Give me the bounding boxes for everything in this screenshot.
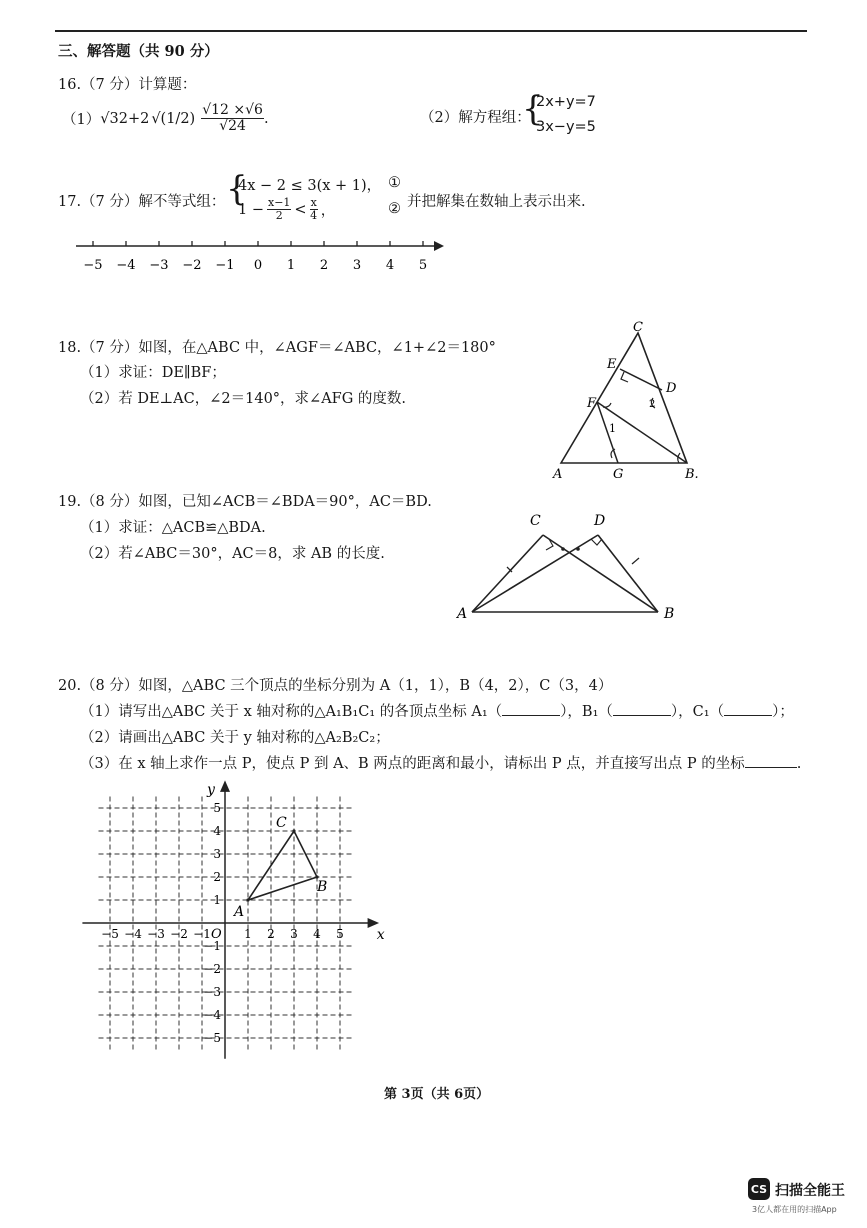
q16-eq1: 2x+y=7 bbox=[536, 94, 596, 110]
q18-label-1: 1 bbox=[609, 422, 616, 435]
coordinate-grid bbox=[70, 780, 385, 1070]
q20-p1-a: （1）请写出△ABC 关于 x 轴对称的△A₁B₁C₁ 的各顶点坐标 A₁（ bbox=[80, 704, 503, 720]
x-tick-label: 5 bbox=[336, 927, 344, 941]
y-tick-label: −4 bbox=[203, 1008, 221, 1022]
q18-triangle-abc bbox=[561, 333, 687, 463]
q16-head: 16.（7 分）计算题： bbox=[58, 77, 197, 93]
x-tick-label: −5 bbox=[101, 927, 119, 941]
number-line-arrow bbox=[434, 241, 444, 251]
q16-p1-denominator: √24 bbox=[219, 118, 246, 135]
y-tick-label: −2 bbox=[203, 962, 221, 976]
q16-part1 bbox=[62, 103, 269, 135]
y-tick-label: −1 bbox=[203, 939, 221, 953]
q19-right-angle-d bbox=[591, 539, 602, 545]
q18-right-angle-mark bbox=[621, 372, 628, 382]
q20-blank-c1[interactable] bbox=[724, 703, 772, 716]
q20-p3 bbox=[80, 752, 801, 773]
y-tick-label: 2 bbox=[213, 870, 221, 884]
number-line-label: −1 bbox=[215, 258, 235, 273]
q19-segment-db bbox=[598, 535, 658, 612]
q18-head: 18.（7 分）如图，在△ABC 中，∠AGF＝∠ABC，∠1+∠2＝180° bbox=[58, 340, 496, 356]
q18-label-d: D bbox=[666, 381, 677, 396]
origin-label: O bbox=[211, 927, 222, 942]
q19-segment-cb bbox=[543, 535, 658, 612]
q19-dot-left bbox=[561, 547, 565, 551]
q18-p1: （1）求证：DE∥BF； bbox=[80, 365, 226, 381]
number-line-label: −4 bbox=[116, 258, 136, 273]
x-tick-label: −1 bbox=[193, 927, 211, 941]
number-line-label: −3 bbox=[149, 258, 169, 273]
q16-p1-sqrt32: √32 bbox=[100, 110, 128, 127]
y-tick-label: −3 bbox=[203, 985, 221, 999]
scanner-tagline: 3亿人都在用的扫描App bbox=[752, 1205, 837, 1214]
q19-label-a: A bbox=[457, 606, 468, 622]
x-tick-label: −2 bbox=[170, 927, 188, 941]
y-tick-label: 1 bbox=[213, 893, 221, 907]
x-tick-label: 1 bbox=[244, 927, 252, 941]
q17-ineq2-lt: < bbox=[294, 201, 307, 218]
q19-label-d: D bbox=[594, 513, 606, 529]
section-title: 三、解答题（共 90 分） bbox=[58, 43, 219, 60]
q16-p2-label: （2）解方程组： bbox=[420, 110, 531, 126]
q19-p1: （1）求证：△ACB≌△BDA. bbox=[80, 520, 266, 536]
q16-p1-fraction bbox=[201, 103, 264, 135]
q17-frac2-den: 4 bbox=[310, 209, 318, 223]
q19-p2: （2）若∠ABC＝30°，AC＝8，求 AB 的长度. bbox=[80, 546, 385, 562]
q16-p1-label: （1） bbox=[62, 112, 101, 129]
scanner-logo: CS bbox=[748, 1178, 770, 1200]
q20-blank-b1[interactable] bbox=[613, 703, 671, 716]
x-tick-label: 4 bbox=[313, 927, 321, 941]
q20-p3-a: （3）在 x 轴上求作一点 P，使点 P 到 A、B 两点的距离和最小，请标出 P 点，并直接写出点 P 的坐标 bbox=[80, 756, 745, 772]
y-tick-label: 4 bbox=[213, 824, 221, 838]
q19-label-c: C bbox=[530, 513, 541, 529]
q16-p1-plus2: +2 bbox=[127, 110, 150, 127]
q20-blank-p[interactable] bbox=[745, 755, 797, 768]
q19-head: 19.（8 分）如图，已知∠ACB＝∠BDA＝90°，AC＝BD. bbox=[58, 494, 432, 510]
number-line-label: 4 bbox=[385, 258, 395, 273]
q16-p1-dot: . bbox=[263, 110, 269, 127]
top-rule bbox=[55, 30, 807, 32]
q18-angle1-arc bbox=[603, 403, 611, 407]
q20-p1-c: ），C₁（ bbox=[670, 704, 725, 720]
page-footer: 第 3页（共 6页） bbox=[384, 1087, 490, 1102]
q17-brace: { bbox=[226, 169, 248, 209]
q16-eq2: 3x−y=5 bbox=[536, 119, 596, 135]
number-line-label: 5 bbox=[418, 258, 428, 273]
q18-figure bbox=[545, 318, 715, 488]
q18-label-e: E bbox=[607, 357, 617, 372]
q19-tick-bd bbox=[632, 558, 639, 564]
q20-p3-b: . bbox=[796, 756, 802, 772]
q20-p1-d: ）； bbox=[772, 704, 794, 720]
q17-tail: 并把解集在数轴上表示出来. bbox=[407, 194, 586, 210]
number-line-label: 0 bbox=[253, 258, 263, 273]
q18-label-2: 2 bbox=[649, 399, 656, 410]
q16-brace: { bbox=[522, 89, 544, 129]
x-tick-label: 3 bbox=[290, 927, 298, 941]
q19-figure bbox=[452, 508, 687, 628]
number-line-label: 2 bbox=[319, 258, 329, 273]
q17-mark2: ② bbox=[388, 201, 401, 217]
q17-frac2 bbox=[310, 197, 318, 222]
vertex-c bbox=[292, 829, 295, 832]
q20-p2: （2）请画出△ABC 关于 y 轴对称的△A₂B₂C₂； bbox=[80, 730, 390, 746]
x-tick-label: −3 bbox=[147, 927, 165, 941]
q19-dot-right bbox=[576, 547, 580, 551]
q18-label-b: B. bbox=[685, 467, 699, 482]
q17-ineq1: 4x − 2 ≤ 3(x + 1)， bbox=[238, 178, 382, 194]
q19-segment-ad bbox=[472, 535, 598, 612]
x-tick-label: −4 bbox=[124, 927, 142, 941]
number-line-label: 1 bbox=[286, 258, 296, 273]
q17-ineq2 bbox=[238, 197, 335, 222]
scanner-name: 扫描全能王 bbox=[775, 1183, 845, 1199]
y-tick-label: 5 bbox=[213, 801, 221, 815]
number-line-label: −2 bbox=[182, 258, 202, 273]
vertex-label-c: C bbox=[276, 815, 287, 831]
x-axis-label: x bbox=[376, 927, 385, 943]
vertex-label-a: A bbox=[234, 904, 245, 920]
q20-blank-a1[interactable] bbox=[502, 703, 560, 716]
q18-label-c: C bbox=[633, 320, 643, 335]
q17-frac1 bbox=[267, 197, 291, 222]
triangle-abc bbox=[248, 831, 317, 900]
q18-label-a: A bbox=[553, 467, 563, 482]
y-axis-label: y bbox=[207, 782, 215, 799]
q17-ineq2-comma: ， bbox=[320, 203, 336, 220]
vertex-label-b: B bbox=[317, 879, 328, 895]
q20-head: 20.（8 分）如图，△ABC 三个顶点的坐标分别为 A（1，1），B（4，2），C（3，4） bbox=[58, 678, 613, 694]
number-line bbox=[70, 234, 455, 278]
q17-frac1-num: x−1 bbox=[267, 196, 291, 209]
q18-label-f: F bbox=[587, 396, 597, 411]
q16-p1-numerator: √12 ×√6 bbox=[202, 102, 263, 118]
number-line-label: −5 bbox=[83, 258, 103, 273]
y-tick-label: −5 bbox=[203, 1031, 221, 1045]
q18-p2: （2）若 DE⊥AC，∠2＝140°，求∠AFG 的度数. bbox=[80, 391, 407, 407]
q17-frac2-num: x bbox=[310, 196, 317, 209]
q16-p1-sqrt-half: √(1/2) bbox=[151, 110, 196, 127]
q20-p1 bbox=[80, 700, 794, 721]
q17-frac1-den: 2 bbox=[275, 209, 283, 223]
number-line-label: 3 bbox=[352, 258, 362, 273]
q17-mark1: ① bbox=[388, 175, 401, 191]
q17-head: 17.（7 分）解不等式组： bbox=[58, 194, 226, 210]
vertex-a bbox=[246, 898, 249, 901]
q19-segment-ac bbox=[472, 535, 543, 612]
q20-p1-b: ），B₁（ bbox=[560, 704, 613, 720]
q19-label-b: B bbox=[664, 606, 675, 622]
q17-ineq2-a: 1 − bbox=[238, 201, 264, 218]
x-tick-label: 2 bbox=[267, 927, 275, 941]
y-tick-label: 3 bbox=[213, 847, 221, 861]
y-axis-arrow bbox=[220, 780, 230, 792]
q18-label-g: G bbox=[613, 467, 624, 482]
